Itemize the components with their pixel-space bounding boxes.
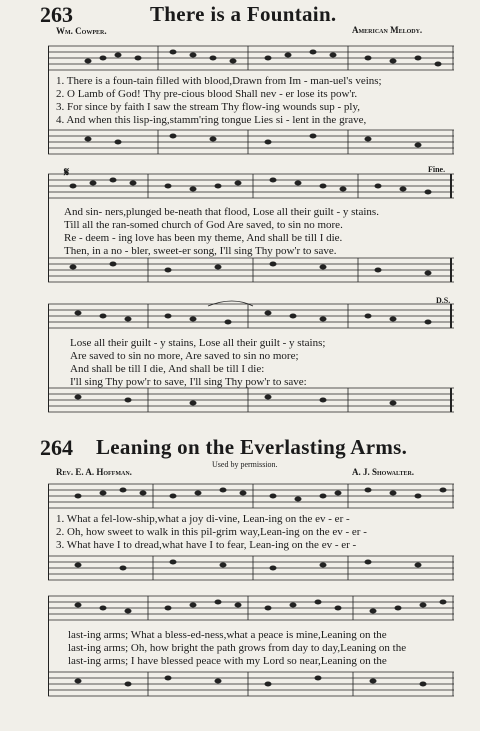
lyric-line: I'll sing Thy pow'r to save, I'll sing Thy pow'r to save: [70, 376, 307, 388]
lyric-line: Re - deem - ing love has been my theme, And shall be till I die. [64, 232, 343, 244]
lyric-line: 2. O Lamb of God! Thy pre-cious blood Shall nev - er lose its pow'r. [56, 88, 358, 100]
fine-marking: Fine. [428, 165, 446, 174]
lyric-line: 3. For since by faith I saw the stream Thy flow-ing wounds sup - ply, [56, 101, 360, 113]
composer-credit: American Melody. [352, 25, 423, 35]
permission-note: Used by permission. [212, 460, 278, 469]
lyric-line: last-ing arms; What a bless-ed-ness,what a peace is mine,Leaning on the [68, 629, 387, 641]
lyric-line: Are saved to sin no more, Are saved to sin no more; [70, 350, 299, 362]
author-credit: Wm. Cowper. [56, 26, 107, 36]
lyric-line: And shall be till I die, And shall be till I die: [70, 363, 265, 375]
hymn-title: Leaning on the Everlasting Arms. [96, 435, 408, 459]
ds-marking: D.S. [436, 296, 451, 305]
hymn-number: 263 [40, 2, 73, 27]
lyric-line: 1. There is a foun-tain filled with blood,Drawn from Im - man-uel's veins; [56, 75, 382, 87]
composer-credit: A. J. Showalter. [352, 467, 415, 477]
lyric-line: Lose all their guilt - y stains, Lose all their guilt - y stains; [70, 337, 326, 349]
lyric-line: Then, in a no - bler, sweet-er song, I'll sing Thy pow'r to save. [64, 245, 337, 257]
lyric-line: 1. What a fel-low-ship,what a joy di-vine, Lean-ing on the ev - er - [56, 513, 350, 525]
verse-lyrics-block [56, 75, 382, 127]
lyric-line: 2. Oh, how sweet to walk in this pil-grim way,Lean-ing on the ev - er - [56, 526, 367, 538]
hymn-title: There is a Fountain. [150, 2, 337, 26]
lyric-line: last-ing arms; I have blessed peace with my Lord so near,Leaning on the [68, 655, 387, 667]
verse-lyrics-block [64, 206, 379, 258]
lyric-line: And sin- ners,plunged be-neath that flood, Lose all their guilt - y stains. [64, 206, 379, 218]
segno-mark: 𝄋 [64, 165, 70, 179]
verse-lyrics-block [56, 513, 367, 552]
verse-lyrics-block [68, 629, 406, 668]
author-credit: Rev. E. A. Hoffman. [56, 467, 132, 477]
lyric-line: 3. What have I to dread,what have I to fear, Lean-ing on the ev - er - [56, 539, 357, 551]
lyric-line: Till all the ran-somed church of God Are saved, to sin no more. [64, 219, 343, 231]
verse-lyrics-block [70, 337, 325, 389]
lyric-line: 4. And when this lisp-ing,stamm'ring tongue Lies si - lent in the grave, [56, 114, 367, 126]
lyric-line: last-ing arms; Oh, how bright the path grows from day to day,Leaning on the [68, 642, 407, 654]
hymn-number: 264 [40, 435, 73, 460]
